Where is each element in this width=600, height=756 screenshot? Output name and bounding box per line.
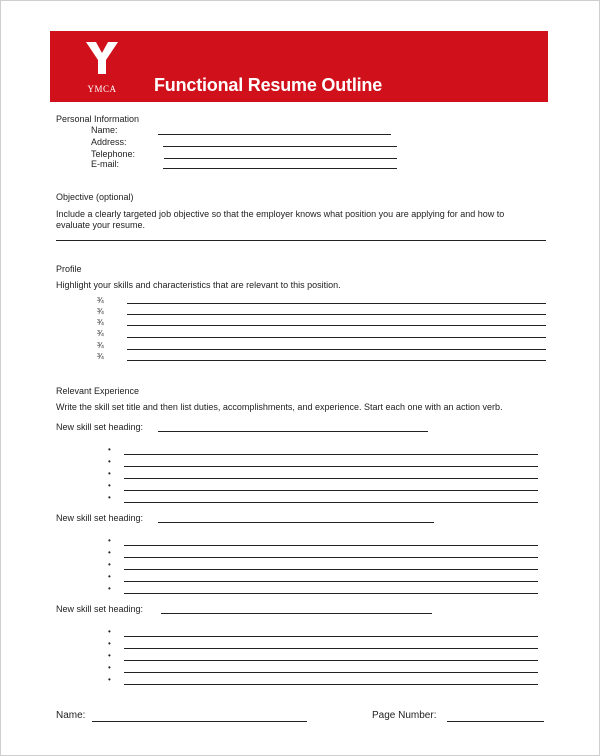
- profile-marker: ¾: [97, 329, 104, 338]
- name-label: Name:: [91, 125, 118, 135]
- profile-input-line[interactable]: [127, 314, 546, 315]
- profile-input-line[interactable]: [127, 325, 546, 326]
- skill-item-input-line[interactable]: [124, 478, 538, 479]
- profile-instruction: Highlight your skills and characteristics that are relevant to this position.: [56, 280, 341, 290]
- bullet: •: [108, 457, 111, 466]
- name-input-line[interactable]: [158, 134, 391, 135]
- bullet: •: [108, 663, 111, 672]
- telephone-label: Telephone:: [91, 149, 136, 159]
- bullet: •: [108, 675, 111, 684]
- bullet: •: [108, 584, 111, 593]
- logo-text: YMCA: [87, 84, 117, 94]
- footer-page-number-input-line[interactable]: [447, 721, 544, 722]
- skill-item-input-line[interactable]: [124, 466, 538, 467]
- skill-set-heading-input-line[interactable]: [158, 431, 428, 432]
- bullet: •: [108, 572, 111, 581]
- experience-heading: Relevant Experience: [56, 386, 140, 396]
- skill-item-input-line[interactable]: [124, 648, 538, 649]
- skill-item-input-line[interactable]: [124, 454, 538, 455]
- skill-set-heading-label: New skill set heading:: [56, 513, 144, 523]
- skill-item-input-line[interactable]: [124, 490, 538, 491]
- ymca-y-icon: [84, 40, 120, 76]
- footer-page-number-label: Page Number:: [372, 710, 437, 721]
- profile-input-line[interactable]: [127, 349, 546, 350]
- bullet: •: [108, 445, 111, 454]
- skill-set-heading-label: New skill set heading:: [56, 422, 144, 432]
- bullet: •: [108, 651, 111, 660]
- skill-item-input-line[interactable]: [124, 569, 538, 570]
- footer-name-label: Name:: [56, 710, 86, 721]
- email-input-line[interactable]: [163, 168, 397, 169]
- bullet: •: [108, 548, 111, 557]
- objective-text-line1: Include a clearly targeted job objective so that the employer knows what position you are applying for and how to: [56, 209, 505, 219]
- objective-text-line2: evaluate your resume.: [56, 220, 146, 230]
- email-label: E-mail:: [91, 159, 120, 169]
- profile-input-line[interactable]: [127, 337, 546, 338]
- bullet: •: [108, 627, 111, 636]
- profile-marker: ¾: [97, 352, 104, 361]
- profile-heading: Profile: [56, 264, 82, 274]
- bullet: •: [108, 639, 111, 648]
- skill-item-input-line[interactable]: [124, 636, 538, 637]
- address-input-line[interactable]: [163, 146, 397, 147]
- profile-marker: ¾: [97, 296, 104, 305]
- header-banner: [50, 31, 548, 102]
- telephone-input-line[interactable]: [164, 158, 397, 159]
- bullet: •: [108, 469, 111, 478]
- bullet: •: [108, 493, 111, 502]
- ymca-logo: [84, 40, 120, 94]
- personal-info-heading: Personal Information: [56, 114, 140, 124]
- bullet: •: [108, 560, 111, 569]
- page-title: Functional Resume Outline: [154, 75, 383, 95]
- skill-item-input-line[interactable]: [124, 557, 538, 558]
- skill-item-input-line[interactable]: [124, 593, 538, 594]
- skill-item-input-line[interactable]: [124, 660, 538, 661]
- bullet: •: [108, 536, 111, 545]
- skill-set-heading-label: New skill set heading:: [56, 604, 144, 614]
- skill-item-input-line[interactable]: [124, 672, 538, 673]
- skill-set-heading-input-line[interactable]: [161, 613, 432, 614]
- skill-item-input-line[interactable]: [124, 684, 538, 685]
- experience-instruction: Write the skill set title and then list duties, accomplishments, and experience. Start each one with an action verb.: [56, 402, 503, 412]
- profile-marker: ¾: [97, 307, 104, 316]
- profile-input-line[interactable]: [127, 303, 546, 304]
- address-label: Address:: [91, 137, 127, 147]
- skill-item-input-line[interactable]: [124, 581, 538, 582]
- profile-input-line[interactable]: [127, 360, 546, 361]
- bullet: •: [108, 481, 111, 490]
- objective-input-line[interactable]: [56, 240, 546, 241]
- skill-item-input-line[interactable]: [124, 502, 538, 503]
- objective-heading: Objective (optional): [56, 192, 134, 202]
- footer-name-input-line[interactable]: [92, 721, 307, 722]
- skill-set-heading-input-line[interactable]: [158, 522, 434, 523]
- profile-marker: ¾: [97, 318, 104, 327]
- skill-item-input-line[interactable]: [124, 545, 538, 546]
- profile-marker: ¾: [97, 341, 104, 350]
